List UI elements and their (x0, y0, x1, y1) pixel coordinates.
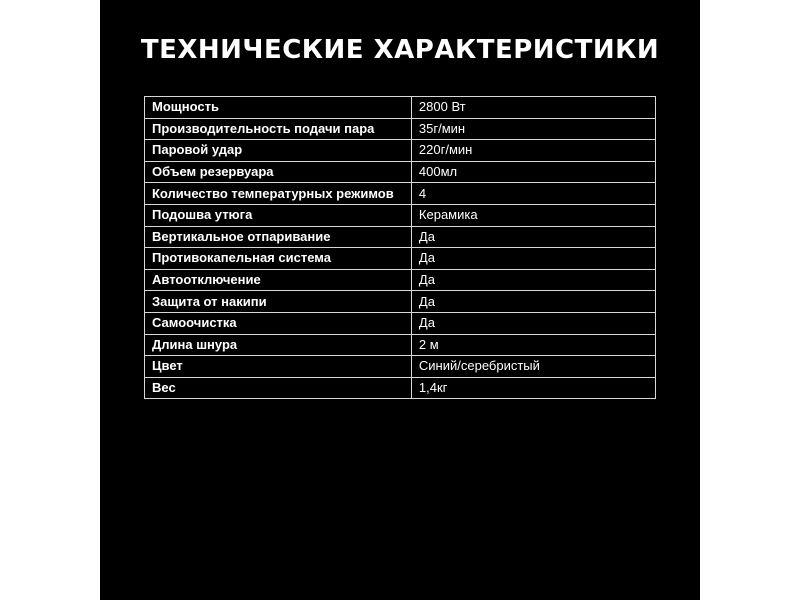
table-row (145, 226, 656, 248)
spec-label: Цвет (145, 356, 412, 378)
table-row (145, 269, 656, 291)
spec-label: Паровой удар (145, 140, 412, 162)
spec-label: Количество температурных режимов (145, 183, 412, 205)
table-row (145, 140, 656, 162)
table-row (145, 248, 656, 270)
table-row (145, 356, 656, 378)
spec-value: Да (411, 269, 655, 291)
spec-value: 2800 Вт (411, 97, 655, 119)
table-row (145, 312, 656, 334)
spec-value: 4 (411, 183, 655, 205)
spec-value: Керамика (411, 204, 655, 226)
spec-label: Противокапельная система (145, 248, 412, 270)
table-row (145, 161, 656, 183)
spec-label: Производительность подачи пара (145, 118, 412, 140)
spec-value: 2 м (411, 334, 655, 356)
table-row (145, 204, 656, 226)
spec-label: Вес (145, 377, 412, 399)
spec-label: Защита от накипи (145, 291, 412, 313)
spec-card (100, 0, 700, 600)
spec-label: Вертикальное отпаривание (145, 226, 412, 248)
spec-label: Автоотключение (145, 269, 412, 291)
spec-value: Да (411, 248, 655, 270)
spec-table (144, 96, 656, 399)
spec-value: 1,4кг (411, 377, 655, 399)
spec-value: 35г/мин (411, 118, 655, 140)
spec-label: Длина шнура (145, 334, 412, 356)
spec-label: Подошва утюга (145, 204, 412, 226)
spec-label: Мощность (145, 97, 412, 119)
spec-value: Да (411, 312, 655, 334)
spec-value: 400мл (411, 161, 655, 183)
spec-value: Да (411, 291, 655, 313)
spec-value: Синий/серебристый (411, 356, 655, 378)
table-row (145, 334, 656, 356)
spec-label: Самоочистка (145, 312, 412, 334)
spec-label: Объем резервуара (145, 161, 412, 183)
spec-value: 220г/мин (411, 140, 655, 162)
page-title: ТЕХНИЧЕСКИЕ ХАРАКТЕРИСТИКИ (140, 35, 660, 65)
spec-value: Да (411, 226, 655, 248)
table-row (145, 97, 656, 119)
table-row (145, 118, 656, 140)
table-row (145, 377, 656, 399)
table-row (145, 183, 656, 205)
table-row (145, 291, 656, 313)
